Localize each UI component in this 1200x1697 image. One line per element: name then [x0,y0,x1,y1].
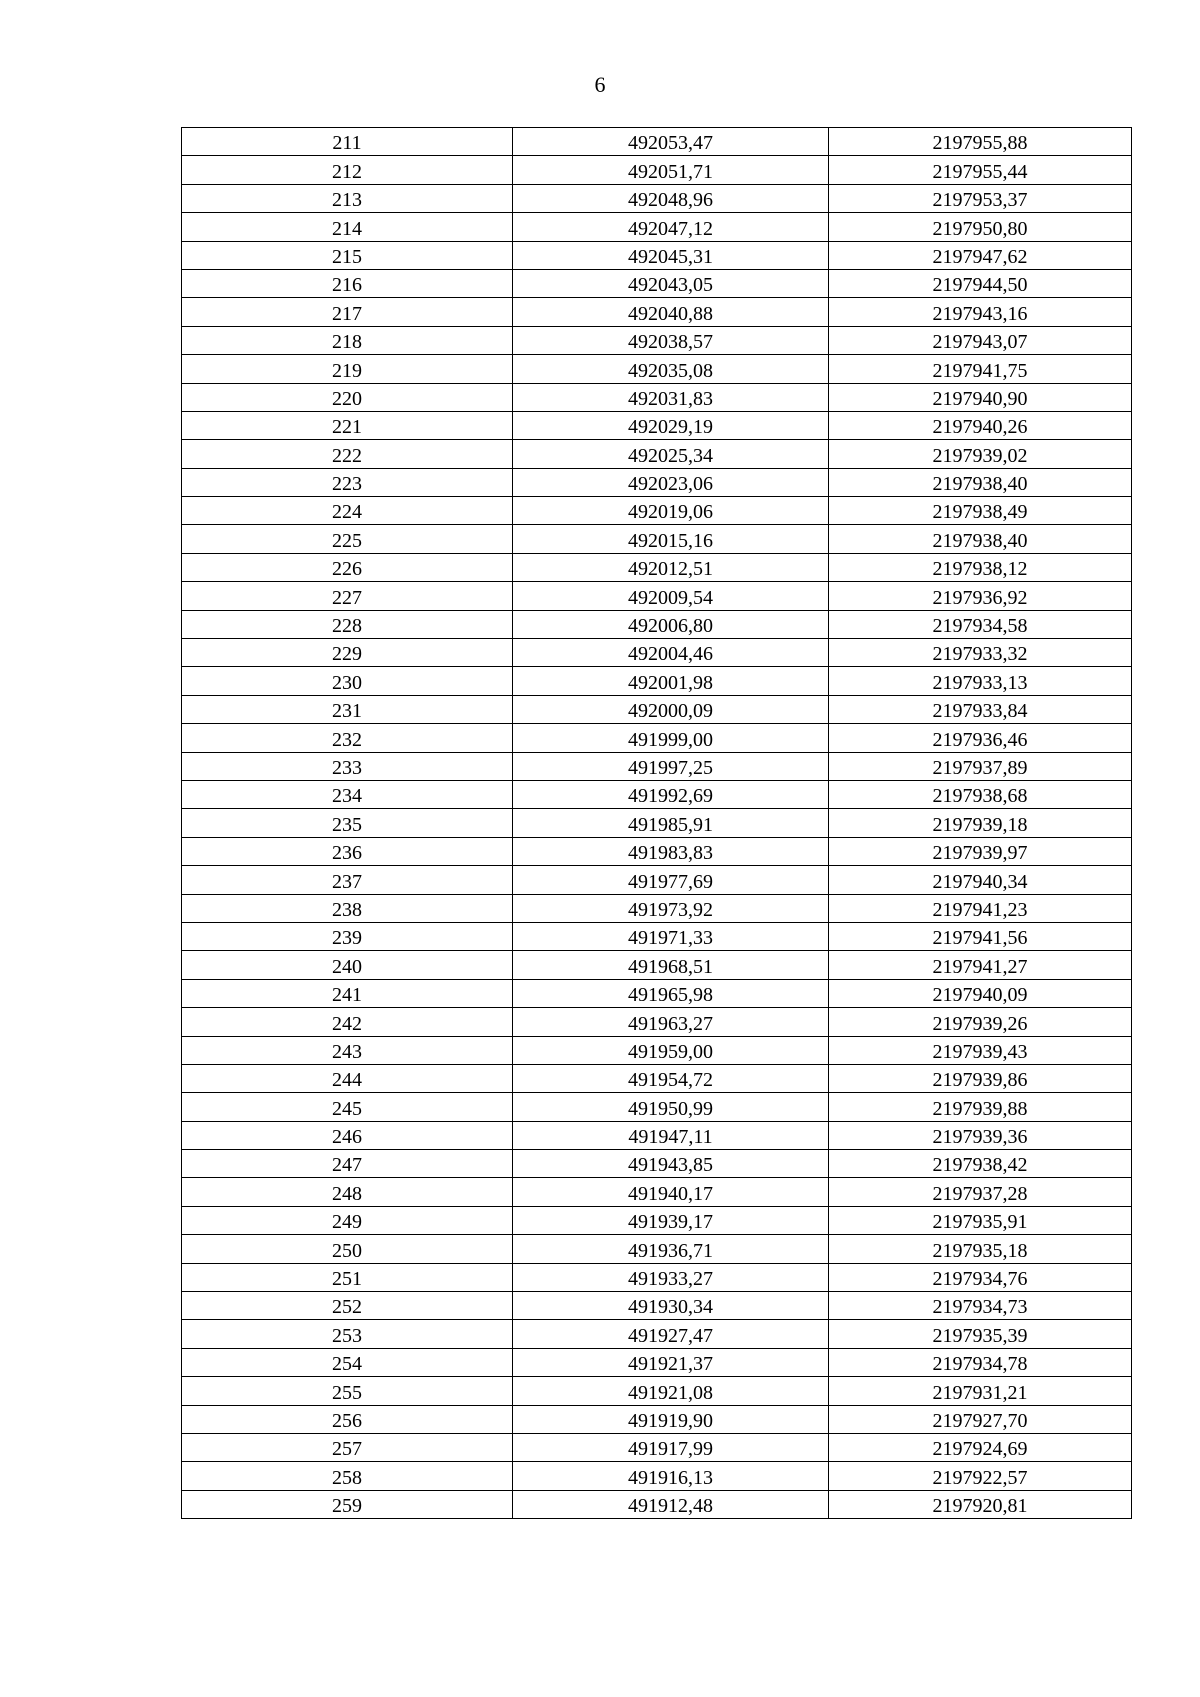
table-row [182,184,1132,212]
table-row [182,894,1132,922]
table-row [182,752,1132,780]
x-coordinate-cell: 491930,34 [513,1292,829,1320]
y-coordinate-cell: 2197939,26 [829,1008,1132,1036]
table-row [182,724,1132,752]
y-coordinate-cell: 2197950,80 [829,213,1132,241]
x-coordinate-cell: 491973,92 [513,894,829,922]
point-number-cell: 228 [182,610,513,638]
table-row [182,269,1132,297]
point-number-cell: 225 [182,525,513,553]
x-coordinate-cell: 491965,98 [513,979,829,1007]
table-row [182,922,1132,950]
y-coordinate-cell: 2197933,13 [829,667,1132,695]
table-row [182,156,1132,184]
x-coordinate-cell: 491992,69 [513,780,829,808]
y-coordinate-cell: 2197931,21 [829,1377,1132,1405]
table-row [182,1036,1132,1064]
y-coordinate-cell: 2197940,09 [829,979,1132,1007]
x-coordinate-cell: 492004,46 [513,639,829,667]
table-row [182,1377,1132,1405]
table-row [182,979,1132,1007]
table-row [182,1292,1132,1320]
table-row [182,1263,1132,1291]
point-number-cell: 235 [182,809,513,837]
x-coordinate-cell: 491927,47 [513,1320,829,1348]
y-coordinate-cell: 2197920,81 [829,1490,1132,1518]
point-number-cell: 242 [182,1008,513,1036]
x-coordinate-cell: 492019,06 [513,497,829,525]
y-coordinate-cell: 2197924,69 [829,1433,1132,1461]
table-row [182,780,1132,808]
table-row [182,1433,1132,1461]
y-coordinate-cell: 2197943,07 [829,326,1132,354]
x-coordinate-cell: 491933,27 [513,1263,829,1291]
table-row [182,1093,1132,1121]
table-row [182,809,1132,837]
y-coordinate-cell: 2197934,58 [829,610,1132,638]
x-coordinate-cell: 492035,08 [513,355,829,383]
point-number-cell: 258 [182,1462,513,1490]
table-row [182,1348,1132,1376]
x-coordinate-cell: 491916,13 [513,1462,829,1490]
x-coordinate-cell: 491917,99 [513,1433,829,1461]
point-number-cell: 249 [182,1206,513,1234]
table-row [182,383,1132,411]
table-row [182,440,1132,468]
table-row [182,241,1132,269]
point-number-cell: 214 [182,213,513,241]
point-number-cell: 215 [182,241,513,269]
point-number-cell: 230 [182,667,513,695]
x-coordinate-cell: 491954,72 [513,1064,829,1092]
table-row [182,866,1132,894]
y-coordinate-cell: 2197938,12 [829,553,1132,581]
table-row [182,326,1132,354]
y-coordinate-cell: 2197933,32 [829,639,1132,667]
x-coordinate-cell: 491968,51 [513,951,829,979]
y-coordinate-cell: 2197922,57 [829,1462,1132,1490]
point-number-cell: 256 [182,1405,513,1433]
x-coordinate-cell: 491985,91 [513,809,829,837]
point-number-cell: 248 [182,1178,513,1206]
table-row [182,525,1132,553]
table-row [182,1178,1132,1206]
table-row [182,1064,1132,1092]
point-number-cell: 252 [182,1292,513,1320]
point-number-cell: 234 [182,780,513,808]
table-row [182,1235,1132,1263]
y-coordinate-cell: 2197938,42 [829,1150,1132,1178]
x-coordinate-cell: 492051,71 [513,156,829,184]
x-coordinate-cell: 491912,48 [513,1490,829,1518]
y-coordinate-cell: 2197935,39 [829,1320,1132,1348]
point-number-cell: 238 [182,894,513,922]
x-coordinate-cell: 491971,33 [513,922,829,950]
y-coordinate-cell: 2197936,92 [829,582,1132,610]
y-coordinate-cell: 2197927,70 [829,1405,1132,1433]
y-coordinate-cell: 2197938,40 [829,525,1132,553]
y-coordinate-cell: 2197939,36 [829,1121,1132,1149]
x-coordinate-cell: 491936,71 [513,1235,829,1263]
point-number-cell: 255 [182,1377,513,1405]
y-coordinate-cell: 2197941,23 [829,894,1132,922]
y-coordinate-cell: 2197938,49 [829,497,1132,525]
x-coordinate-cell: 491939,17 [513,1206,829,1234]
point-number-cell: 216 [182,269,513,297]
y-coordinate-cell: 2197939,88 [829,1093,1132,1121]
y-coordinate-cell: 2197938,68 [829,780,1132,808]
point-number-cell: 254 [182,1348,513,1376]
x-coordinate-cell: 492006,80 [513,610,829,638]
x-coordinate-cell: 491959,00 [513,1036,829,1064]
x-coordinate-cell: 492043,05 [513,269,829,297]
y-coordinate-cell: 2197935,18 [829,1235,1132,1263]
y-coordinate-cell: 2197941,56 [829,922,1132,950]
point-number-cell: 217 [182,298,513,326]
table-row [182,1206,1132,1234]
point-number-cell: 236 [182,837,513,865]
table-row [182,411,1132,439]
x-coordinate-cell: 492023,06 [513,468,829,496]
x-coordinate-cell: 491983,83 [513,837,829,865]
table-row [182,1150,1132,1178]
point-number-cell: 218 [182,326,513,354]
table-row [182,582,1132,610]
point-number-cell: 241 [182,979,513,1007]
point-number-cell: 246 [182,1121,513,1149]
table-row [182,128,1132,156]
table-row [182,298,1132,326]
table-row [182,1121,1132,1149]
point-number-cell: 213 [182,184,513,212]
x-coordinate-cell: 492029,19 [513,411,829,439]
x-coordinate-cell: 491943,85 [513,1150,829,1178]
x-coordinate-cell: 491963,27 [513,1008,829,1036]
point-number-cell: 245 [182,1093,513,1121]
y-coordinate-cell: 2197939,43 [829,1036,1132,1064]
x-coordinate-cell: 492009,54 [513,582,829,610]
y-coordinate-cell: 2197936,46 [829,724,1132,752]
x-coordinate-cell: 492038,57 [513,326,829,354]
x-coordinate-cell: 491950,99 [513,1093,829,1121]
y-coordinate-cell: 2197934,73 [829,1292,1132,1320]
y-coordinate-cell: 2197938,40 [829,468,1132,496]
x-coordinate-cell: 491999,00 [513,724,829,752]
y-coordinate-cell: 2197939,86 [829,1064,1132,1092]
point-number-cell: 259 [182,1490,513,1518]
x-coordinate-cell: 492031,83 [513,383,829,411]
y-coordinate-cell: 2197947,62 [829,241,1132,269]
table-row [182,355,1132,383]
page-number: 6 [594,72,606,97]
point-number-cell: 237 [182,866,513,894]
point-number-cell: 229 [182,639,513,667]
point-number-cell: 239 [182,922,513,950]
x-coordinate-cell: 492040,88 [513,298,829,326]
y-coordinate-cell: 2197934,76 [829,1263,1132,1291]
point-number-cell: 227 [182,582,513,610]
x-coordinate-cell: 491921,08 [513,1377,829,1405]
table-row [182,553,1132,581]
y-coordinate-cell: 2197955,44 [829,156,1132,184]
point-number-cell: 247 [182,1150,513,1178]
point-number-cell: 231 [182,695,513,723]
coordinates-table [181,127,1132,1519]
table-row [182,610,1132,638]
point-number-cell: 240 [182,951,513,979]
point-number-cell: 233 [182,752,513,780]
y-coordinate-cell: 2197934,78 [829,1348,1132,1376]
table-row [182,213,1132,241]
y-coordinate-cell: 2197939,18 [829,809,1132,837]
y-coordinate-cell: 2197939,97 [829,837,1132,865]
y-coordinate-cell: 2197935,91 [829,1206,1132,1234]
y-coordinate-cell: 2197937,28 [829,1178,1132,1206]
x-coordinate-cell: 491940,17 [513,1178,829,1206]
coordinates-table-body [182,128,1132,1519]
table-row [182,667,1132,695]
y-coordinate-cell: 2197937,89 [829,752,1132,780]
x-coordinate-cell: 492053,47 [513,128,829,156]
y-coordinate-cell: 2197955,88 [829,128,1132,156]
table-row [182,1405,1132,1433]
x-coordinate-cell: 491997,25 [513,752,829,780]
x-coordinate-cell: 491921,37 [513,1348,829,1376]
point-number-cell: 257 [182,1433,513,1461]
point-number-cell: 212 [182,156,513,184]
table-row [182,639,1132,667]
table-row [182,1462,1132,1490]
point-number-cell: 243 [182,1036,513,1064]
y-coordinate-cell: 2197939,02 [829,440,1132,468]
y-coordinate-cell: 2197933,84 [829,695,1132,723]
y-coordinate-cell: 2197943,16 [829,298,1132,326]
y-coordinate-cell: 2197941,75 [829,355,1132,383]
x-coordinate-cell: 492047,12 [513,213,829,241]
y-coordinate-cell: 2197940,26 [829,411,1132,439]
point-number-cell: 221 [182,411,513,439]
table-row [182,1008,1132,1036]
table-row [182,695,1132,723]
y-coordinate-cell: 2197944,50 [829,269,1132,297]
point-number-cell: 251 [182,1263,513,1291]
table-row [182,837,1132,865]
y-coordinate-cell: 2197953,37 [829,184,1132,212]
table-row [182,951,1132,979]
x-coordinate-cell: 492025,34 [513,440,829,468]
point-number-cell: 219 [182,355,513,383]
table-row [182,468,1132,496]
point-number-cell: 222 [182,440,513,468]
y-coordinate-cell: 2197940,90 [829,383,1132,411]
point-number-cell: 232 [182,724,513,752]
point-number-cell: 223 [182,468,513,496]
y-coordinate-cell: 2197940,34 [829,866,1132,894]
x-coordinate-cell: 492045,31 [513,241,829,269]
x-coordinate-cell: 492000,09 [513,695,829,723]
x-coordinate-cell: 492001,98 [513,667,829,695]
point-number-cell: 220 [182,383,513,411]
point-number-cell: 224 [182,497,513,525]
point-number-cell: 244 [182,1064,513,1092]
y-coordinate-cell: 2197941,27 [829,951,1132,979]
point-number-cell: 211 [182,128,513,156]
x-coordinate-cell: 492048,96 [513,184,829,212]
point-number-cell: 226 [182,553,513,581]
table-row [182,1490,1132,1518]
x-coordinate-cell: 492015,16 [513,525,829,553]
x-coordinate-cell: 492012,51 [513,553,829,581]
x-coordinate-cell: 491919,90 [513,1405,829,1433]
point-number-cell: 250 [182,1235,513,1263]
x-coordinate-cell: 491977,69 [513,866,829,894]
x-coordinate-cell: 491947,11 [513,1121,829,1149]
table-row [182,497,1132,525]
point-number-cell: 253 [182,1320,513,1348]
table-row [182,1320,1132,1348]
